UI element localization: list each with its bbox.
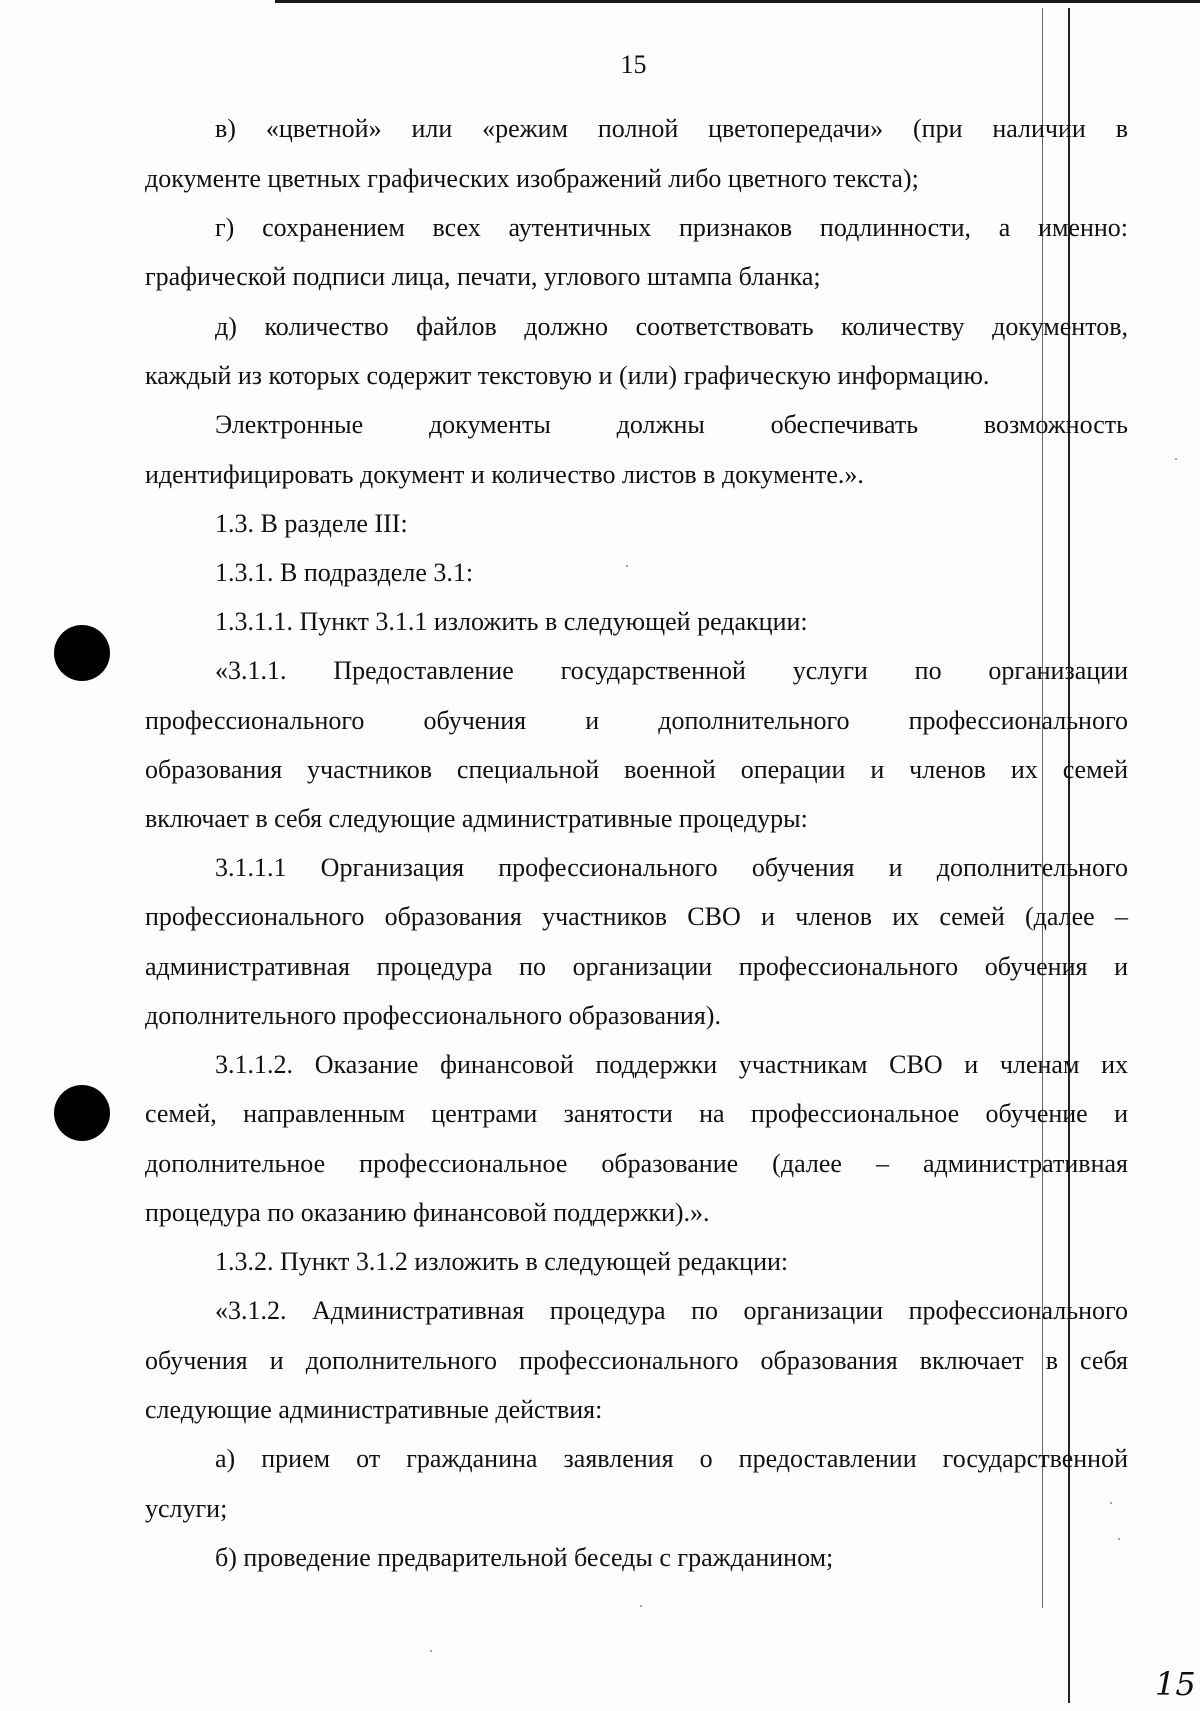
text-line: дополнительное профессиональное образование (далее – административная xyxy=(145,1149,1128,1178)
text-line: г) сохранением всех аутентичных признаков подлинности, а именно: xyxy=(215,213,1128,242)
text-line: обучения и дополнительного профессионального образования включает в себя xyxy=(145,1346,1128,1375)
text-line: д) количество файлов должно соответствовать количеству документов, xyxy=(215,312,1128,341)
text-line: 1.3.1.1. Пункт 3.1.1 изложить в следующей редакции: xyxy=(215,607,808,636)
text-line: «3.1.1. Предоставление государственной услуги по организации xyxy=(215,656,1128,685)
scan-speck xyxy=(640,1605,642,1607)
scan-speck xyxy=(1110,1502,1112,1504)
text-line: идентифицировать документ и количество листов в документе.». xyxy=(145,460,864,489)
text-line: 1.3.2. Пункт 3.1.2 изложить в следующей редакции: xyxy=(215,1247,789,1276)
text-line: 3.1.1.1 Организация профессионального обучения и дополнительного xyxy=(215,853,1128,882)
punch-hole-lower xyxy=(54,1085,110,1141)
text-line: каждый из которых содержит текстовую и (или) графическую информацию. xyxy=(145,361,990,390)
text-line: 3.1.1.2. Оказание финансовой поддержки участникам СВО и членам их xyxy=(215,1050,1128,1079)
scan-speck xyxy=(1175,458,1177,460)
scan-speck xyxy=(1118,1538,1120,1540)
scan-speck xyxy=(430,1650,432,1652)
text-line: в) «цветной» или «режим полной цветопередачи» (при наличии в xyxy=(215,114,1128,143)
text-line: а) прием от гражданина заявления о предоставлении государственной xyxy=(215,1444,1128,1473)
text-line: документе цветных графических изображений либо цветного текста); xyxy=(145,164,919,193)
text-line: графической подписи лица, печати, углового штампа бланка; xyxy=(145,262,821,291)
text-line: следующие административные действия: xyxy=(145,1395,603,1424)
text-line: образования участников специальной военной операции и членов их семей xyxy=(145,755,1128,784)
text-line: семей, направленным центрами занятости на профессиональное обучение и xyxy=(145,1099,1128,1128)
subsection-heading: 1.3.1. В подразделе 3.1: xyxy=(215,558,474,587)
handwritten-page-number: 15 xyxy=(1155,1665,1196,1703)
text-line: б) проведение предварительной беседы с гражданином; xyxy=(215,1543,834,1572)
punch-hole-upper xyxy=(54,625,110,681)
text-line: услуги; xyxy=(145,1494,228,1523)
page-number: 15 xyxy=(620,50,647,79)
text-line: «3.1.2. Административная процедура по организации профессионального xyxy=(215,1296,1128,1325)
text-line: включает в себя следующие административные процедуры: xyxy=(145,804,808,833)
scan-top-edge xyxy=(275,0,1200,3)
text-line: процедура по оказанию финансовой поддержки).». xyxy=(145,1198,710,1227)
text-line: дополнительного профессионального образования). xyxy=(145,1001,721,1030)
text-line: профессионального образования участников СВО и членов их семей (далее – xyxy=(145,902,1128,931)
text-line: административная процедура по организации профессионального обучения и xyxy=(145,952,1128,981)
scan-speck xyxy=(626,565,628,567)
text-line: Электронные документы должны обеспечивать возможность xyxy=(215,410,1128,439)
section-heading: 1.3. В разделе III: xyxy=(215,509,408,538)
text-line: профессионального обучения и дополнительного профессионального xyxy=(145,706,1128,735)
